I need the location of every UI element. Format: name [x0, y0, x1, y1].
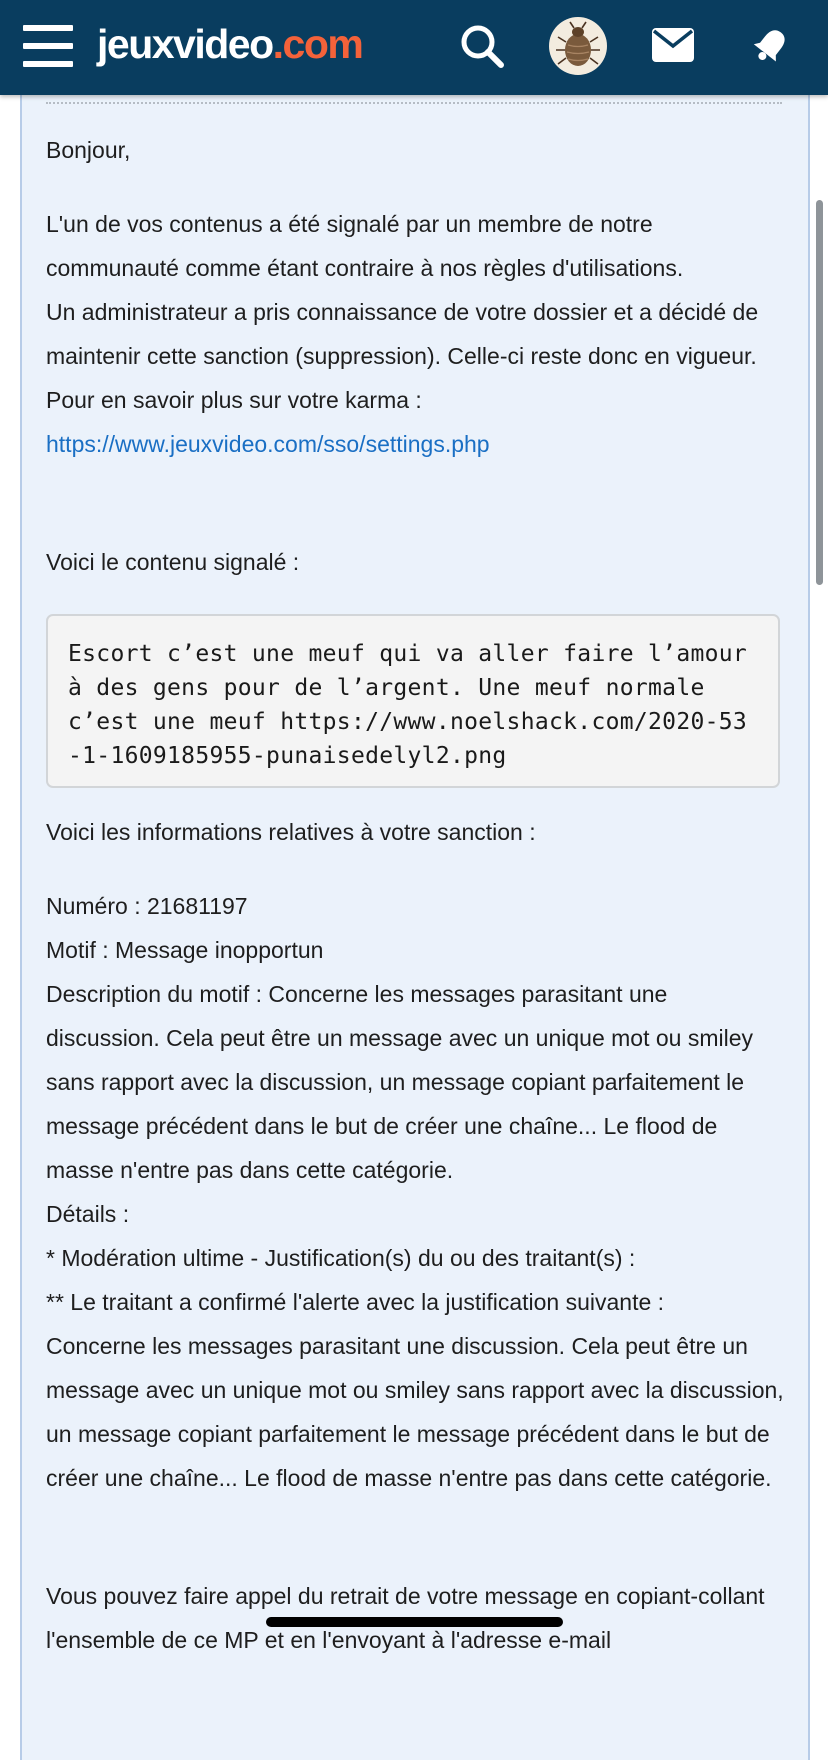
- hamburger-menu-icon[interactable]: [23, 25, 73, 67]
- karma-label: Pour en savoir plus sur votre karma :: [46, 387, 422, 413]
- karma-settings-link[interactable]: https://www.jeuxvideo.com/sso/settings.php: [46, 431, 490, 457]
- intro-paragraph-1: L'un de vos contenus a été signalé par un membre de notre communauté comme étant contraire à nos règles d'utilisations.: [46, 211, 684, 281]
- intro-paragraph-2: Un administrateur a pris connaissance de votre dossier et a décidé de maintenir cette sanction (suppression). Celle-ci reste donc en vigueur.: [46, 299, 759, 369]
- message-intro: [46, 202, 786, 466]
- sanction-number: Numéro : 21681197: [46, 893, 248, 919]
- message-divider: [46, 102, 782, 104]
- search-icon[interactable]: [458, 22, 506, 70]
- top-navigation-bar: [0, 0, 828, 95]
- sanction-motif: Motif : Message inopportun: [46, 937, 324, 963]
- appeal-paragraph: Vous pouvez faire appel du retrait de votre message en copiant-collant l'ensemble de ce MP et en l'envoyant à l'adresse e-mail: [46, 1583, 765, 1653]
- message-greeting: Bonjour,: [46, 137, 131, 163]
- details-justification: Concerne les messages parasitant une discussion. Cela peut être un message avec un unique mot ou smiley sans rapport avec la discussion, un message copiant parfaitement le message précédent dans le but de créer une chaîne... Le flood de masse n'entre pas dans cette catégorie.: [46, 1333, 784, 1491]
- details-label: Détails :: [46, 1201, 130, 1227]
- bell-icon[interactable]: [750, 24, 792, 66]
- sanction-label: Voici les informations relatives à votre sanction :: [46, 819, 536, 845]
- mail-icon[interactable]: [651, 27, 695, 63]
- details-line-2: ** Le traitant a confirmé l'alerte avec la justification suivante :: [46, 1289, 665, 1315]
- scrollbar[interactable]: [816, 200, 823, 585]
- home-indicator: [266, 1617, 563, 1627]
- sanction-details: [46, 884, 786, 1500]
- bedbug-icon: [549, 17, 607, 75]
- logo-word: jeuxvideo: [97, 21, 273, 67]
- details-line-1: * Modération ultime - Justification(s) du ou des traitant(s) :: [46, 1245, 636, 1271]
- reported-content-label: Voici le contenu signalé :: [46, 549, 300, 575]
- reported-content-quote: Escort c’est une meuf qui va aller faire l’amour à des gens pour de l’argent. Une meuf normale c’est une meuf https://www.noelshack.com/2020-53-1-1609185955-punaisedelyl2.png: [46, 614, 780, 788]
- sanction-description: Description du motif : Concerne les messages parasitant une discussion. Cela peut être un message avec un unique mot ou smiley sans rapport avec la discussion, un message copiant parfaitement le message précédent dans le but de créer une chaîne... Le flood de masse n'entre pas dans cette catégorie.: [46, 981, 754, 1183]
- site-logo[interactable]: [97, 14, 362, 74]
- user-avatar[interactable]: [549, 17, 607, 75]
- logo-tld: .com: [272, 21, 363, 67]
